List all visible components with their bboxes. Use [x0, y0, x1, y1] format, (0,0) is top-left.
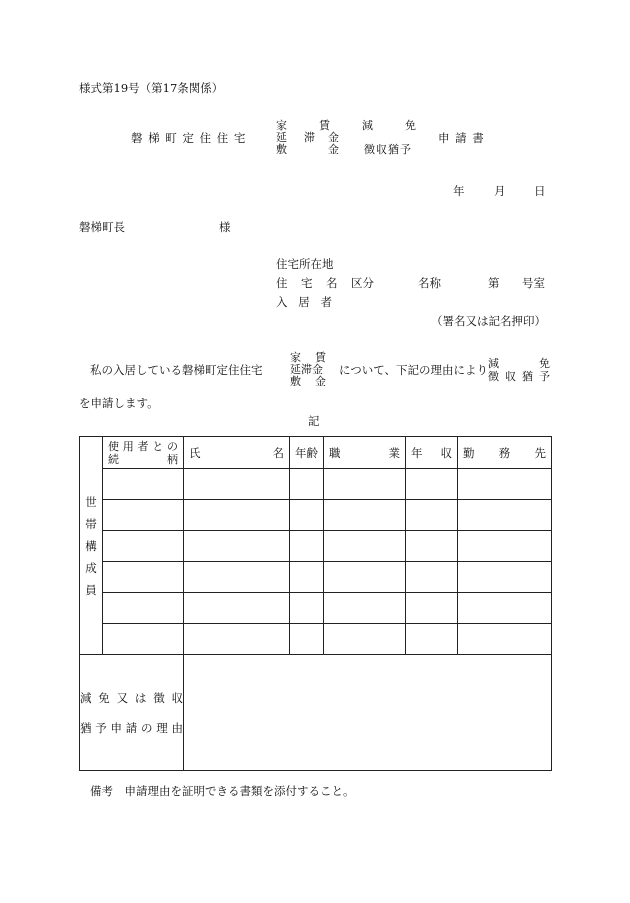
remarks-note: 備考 申請理由を証明できる書類を添付すること。	[90, 784, 355, 798]
reason-label: 減 免 又 は 徴 収 猶 予 申 請 の 理 由	[80, 655, 184, 771]
body-middle: について、下記の理由により	[339, 363, 489, 377]
addressee-name: 磐梯町長	[79, 220, 125, 234]
table-row	[80, 593, 552, 624]
household-side-label: 世 帯 構 成 員	[80, 437, 103, 655]
signature-note: （署名又は記名押印）	[431, 314, 546, 328]
title-prefix: 磐 梯 町 定 住 住 宅	[131, 131, 247, 145]
body-lead: 私の入居している磐梯町定住住宅	[90, 363, 263, 377]
reason-field[interactable]	[184, 655, 552, 771]
table-header-row	[80, 437, 552, 469]
room-suffix: 号室	[522, 276, 545, 290]
title-item-row-2: 延 滞 金	[276, 131, 339, 144]
housing-name-label: 名称	[418, 276, 441, 290]
household-table	[79, 436, 552, 771]
header-workplace: 勤 務 先	[458, 437, 552, 469]
date-year: 年	[453, 184, 465, 198]
header-name: 氏 名	[184, 437, 290, 469]
body-items-right: 減 免 徴 収 猶 予	[488, 357, 550, 383]
table-row	[80, 562, 552, 593]
reason-row	[80, 655, 552, 771]
header-relation: 使 用 者 と の 続 柄	[103, 437, 184, 469]
table-row	[80, 469, 552, 500]
table-row	[80, 624, 552, 655]
header-job: 職 業	[324, 437, 406, 469]
date-month: 月	[494, 184, 506, 198]
title-suffix: 申 請 書	[438, 131, 485, 145]
addressee-honorific: 様	[219, 220, 231, 234]
date-day: 日	[534, 184, 546, 198]
table-row	[80, 500, 552, 531]
address-label: 住宅所在地	[276, 257, 334, 271]
resident-label: 入 居 者	[276, 295, 332, 309]
ki-label: 記	[308, 414, 320, 428]
form-number: 様式第19号（第17条関係）	[79, 81, 224, 95]
title-item-row-1: 家 賃 減 免	[276, 119, 416, 132]
body-end: を申請します。	[79, 396, 159, 410]
room-prefix: 第	[488, 276, 500, 290]
title-item-row-3: 敷 金 徴収猶予	[276, 143, 412, 156]
table-row	[80, 531, 552, 562]
header-income: 年 収	[406, 437, 458, 469]
housing-label: 住 宅 名 区分	[276, 276, 374, 290]
header-age: 年齢	[290, 437, 324, 469]
body-items-mid: 家 賃 延滞金 敷 金	[290, 351, 326, 388]
title-items	[276, 120, 416, 156]
